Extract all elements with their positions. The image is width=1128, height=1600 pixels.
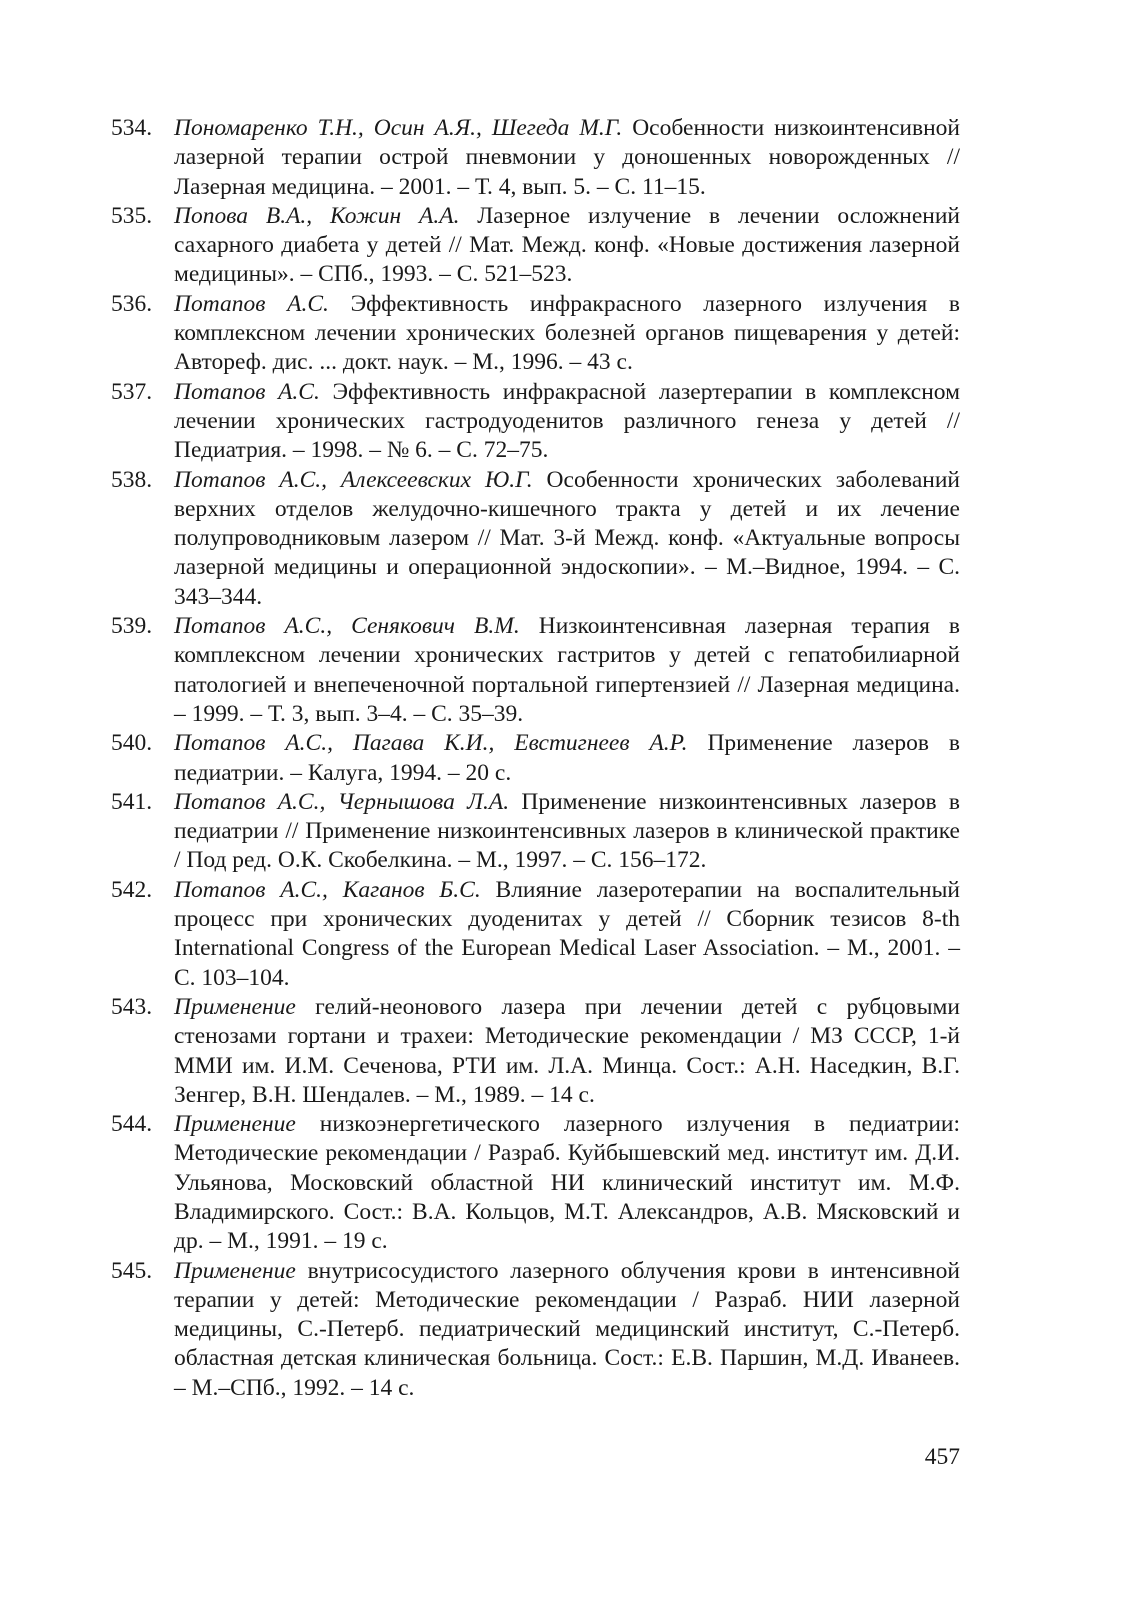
reference-item: [111, 290, 960, 378]
reference-text: Применение низкоинтенсивных лазеров в педиатрии // Применение низкоинтенсивных лазеров в клинической практике / Под ред. О.К. Скобелкина. – М., 1997. – С. 156–172.: [174, 788, 960, 874]
reference-authors: Потапов А.С.: [174, 378, 320, 405]
reference-authors: Потапов А.С.: [174, 290, 329, 317]
reference-number: 543.: [111, 993, 153, 1020]
reference-item: [111, 378, 960, 466]
reference-number: 545.: [111, 1257, 153, 1284]
reference-text: Применение лазеров в педиатрии. – Калуга, 1994. – 20 с.: [174, 730, 960, 786]
reference-text: Лазерное излучение в лечении осложнений сахарного диабета у детей // Мат. Межд. конф. «Новые достижения лазерной медицины». – СПб., 1993. – С. 521–523.: [174, 202, 960, 288]
reference-item: [111, 729, 960, 788]
reference-authors: Потапов А.С., Каганов Б.С.: [174, 876, 481, 903]
reference-item: [111, 876, 960, 993]
reference-item: [111, 114, 960, 202]
reference-item: [111, 466, 960, 612]
reference-item: [111, 788, 960, 876]
reference-authors: Потапов А.С., Пагава К.И., Евстигнеев А.Р.: [174, 730, 688, 757]
reference-authors: Пономаренко Т.Н., Осин А.Я., Шегеда М.Г.: [174, 115, 623, 141]
reference-item: [111, 1110, 960, 1256]
reference-text: внутрисосудистого лазерного облучения крови в интенсивной терапии у детей: Методические рекомендации / Разраб. НИИ лазерной медицины, С.-Петерб. педиатрический медицинский институт, С.-Петерб. областная детская клиническая больница. Сост.: Е.В. Паршин, М.Д. Иванеев. – М.–СПб., 1992. – 14 с.: [174, 1257, 960, 1401]
reference-authors: Потапов А.С., Сенякович В.М.: [174, 613, 520, 640]
reference-text: Особенности низкоинтенсивной лазерной терапии острой пневмонии у доношенных новорожденных // Лазерная медицина. – 2001. – Т. 4, вып. 5. – С. 11–15.: [174, 115, 960, 200]
reference-text: Эффективность инфракрасного лазерного излучения в комплексном лечении хронических болезней органов пищеварения у детей: Автореф. дис. ... докт. наук. – М., 1996. – 43 с.: [174, 290, 960, 376]
reference-authors: Потапов А.С., Алексеевских Ю.Г.: [174, 466, 533, 493]
reference-authors: Применение: [174, 1257, 296, 1284]
reference-list: [111, 114, 960, 1403]
reference-text: Влияние лазеротерапии на воспалительный процесс при хронических дуоденитах у детей // Сборник тезисов 8-th International Congress of the European Medical Laser Association. – М., 2001. – С. 103–104.: [174, 876, 960, 991]
reference-text: Эффективность инфракрасной лазертерапии в комплексном лечении хронических гастродуоденитов различного генеза у детей // Педиатрия. – 1998. – № 6. – С. 72–75.: [174, 378, 960, 464]
reference-number: 544.: [111, 1111, 153, 1138]
reference-number: 535.: [111, 202, 153, 229]
reference-number: 537.: [111, 378, 153, 405]
reference-number: 536.: [111, 290, 153, 317]
reference-text: Особенности хронических заболеваний верхних отделов желудочно-кишечного тракта у детей и их лечение полупроводниковым лазером // Мат. 3-й Межд. конф. «Актуальные вопросы лазерной медицины и операционной эндоскопии». – М.–Видное, 1994. – С. 343–344.: [174, 466, 960, 610]
reference-number: 534.: [111, 115, 153, 141]
reference-text: Низкоинтенсивная лазерная терапия в комплексном лечении хронических гастритов у детей с гепатобилиарной патологией и внепеченочной портальной гипертензией // Лазерная медицина. – 1999. – Т. 3, вып. 3–4. – С. 35–39.: [174, 613, 961, 727]
reference-item: [111, 202, 960, 290]
reference-item: [111, 1257, 960, 1403]
reference-number: 540.: [111, 730, 153, 757]
reference-authors: Потапов А.С., Чернышова Л.А.: [174, 788, 510, 815]
reference-text: низкоэнергетического лазерного излучения в педиатрии: Методические рекомендации / Разраб. Куйбышевский мед. институт им. Д.И. Ульянова, Московский областной НИ клинический институт им. М.Ф. Владимирского. Сост.: В.А. Кольцов, М.Т. Александров, А.В. Мясковский и др. – М., 1991. – 19 с.: [174, 1111, 960, 1255]
reference-number: 538.: [111, 466, 153, 493]
reference-item: [111, 612, 960, 729]
reference-number: 539.: [111, 613, 153, 640]
reference-text: гелий-неонового лазера при лечении детей с рубцовыми стенозами гортани и трахеи: Методические рекомендации / МЗ СССР, 1-й ММИ им. И.М. Сеченова, РТИ им. Л.А. Минца. Сост.: А.Н. Наседкин, В.Г. Зенгер, В.Н. Шендалев. – М., 1989. – 14 с.: [174, 993, 960, 1108]
reference-authors: Попова В.А., Кожин А.А.: [174, 202, 460, 229]
reference-number: 542.: [111, 876, 153, 903]
reference-authors: Применение: [174, 1111, 296, 1138]
reference-authors: Применение: [174, 993, 296, 1020]
reference-item: [111, 993, 960, 1110]
reference-number: 541.: [111, 788, 153, 815]
page-number: 457: [924, 1444, 960, 1470]
